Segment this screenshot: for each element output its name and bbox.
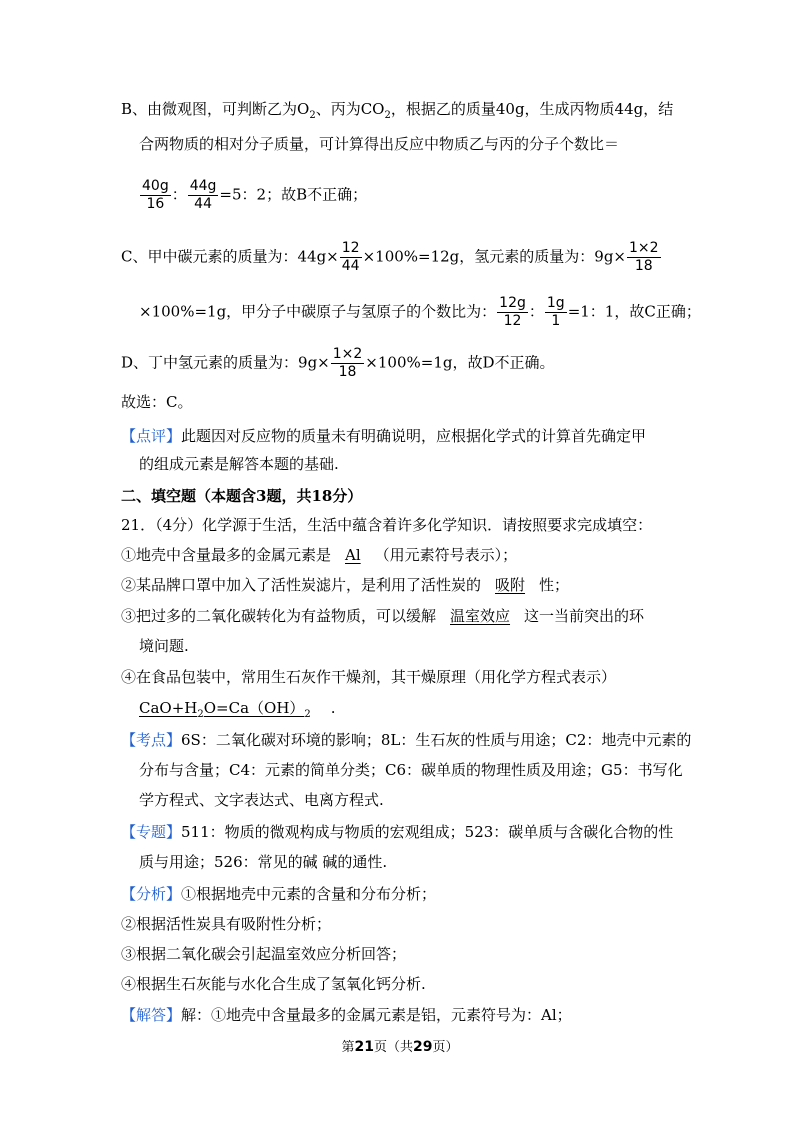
jieda-line-1: 【解答】解：①地壳中含量最多的金属元素是铝，元素符号为：Al； [121,1006,572,1024]
option-b-line-2: 合两物质的相对分子质量，可计算得出反应中物质乙与丙的分子个数比＝ [139,135,620,153]
question-21-item-3: ③把过多的二氧化碳转化为有益物质，可以缓解 温室效应 这一当前突出的环 [121,607,645,625]
review-tag: 【点评】 [121,427,182,445]
review-line-1: 【点评】此题因对反应物的质量未有明确说明，应根据化学式的计算首先确定甲 [121,427,647,445]
zhuanti-tag: 【专题】 [121,823,182,841]
page-footer: 第21页（共29页） [341,1039,459,1055]
question-21-stem: 21．（4分）化学源于生活，生活中蕴含着许多化学知识．请按照要求完成填空： [121,516,653,534]
question-21-item-4-answer: $CaO+H_2O=Ca(OH)_2$ . [139,699,336,720]
fraction: $\frac{44g}{44}$ [189,178,217,212]
zhuanti-line-2: 质与用途；526：常见的碱 碱的通性. [139,853,388,871]
zhuanti-line-1: 【专题】511：物质的微观构成与物质的宏观组成；523：碳单质与含碳化合物的性 [121,823,674,841]
fenxi-line-2: ②根据活性炭具有吸附性分析； [121,915,332,933]
question-21-item-1: ①地壳中含量最多的金属元素是 Al （用元素符号表示）； [121,546,518,564]
option-c-line-2: ×100%=1g，甲分子中碳原子与氢原子的个数比为： $\frac{12g}{12}$ ： $\frac{1g}{1}$ =1：1，故C正确； [139,295,701,329]
kaodian-line-3: 学方程式、文字表达式、电离方程式. [139,791,384,809]
fenxi-tag: 【分析】 [121,885,182,903]
question-21-item-4: ④在食品包装中，常用生石灰作干燥剂，其干燥原理（用化学方程式表示） [121,668,617,686]
fenxi-line-1: 【分析】①根据地壳中元素的含量和分布分析； [121,885,437,903]
answer-choice: 故选：C。 [121,393,193,411]
question-21-item-2: ②某品牌口罩中加入了活性炭滤片，是利用了活性炭的 吸附 性； [121,576,570,594]
option-b-line-1: B、由微观图，可判断乙为$O_2$、丙为$CO_2$，根据乙的质量40g，生成丙物质44g，结 [121,100,674,121]
fenxi-line-4: ④根据生石灰能与水化合生成了氢氧化钙分析. [121,975,426,993]
fenxi-line-3: ③根据二氧化碳会引起温室效应分析回答； [121,945,407,963]
subscript: 2 [309,110,316,121]
fraction: $\frac{1g}{1}$ [546,295,565,329]
option-c-line-1: C、甲中碳元素的质量为：44g× $\frac{12}{44}$ ×100%=12g，氢元素的质量为：9g× $\frac{1\times 2}{18}$ [121,240,659,274]
page-number: 21 [354,1039,374,1055]
section-heading: 二、填空题（本题含3题，共18分） [121,487,363,505]
total-pages: 29 [413,1039,433,1055]
equation-answer: $CaO+H_2O=Ca(OH)_2$ [139,699,311,720]
option-b-fraction-line: $\frac{40g}{16}$ ： $\frac{44g}{44}$ =5：2；故B不正确； [142,178,368,212]
kaodian-tag: 【考点】 [121,731,182,749]
jieda-tag: 【解答】 [121,1006,182,1024]
option-d-line: D、丁中氢元素的质量为：9g× $\frac{1\times 2}{18}$ ×100%=1g，故D不正确。 [121,346,555,380]
answer-blank: 吸附 [495,576,526,594]
answer-blank: 温室效应 [450,607,511,625]
question-21-item-3-cont: 境问题. [139,637,189,655]
fraction: $\frac{12g}{12}$ [499,295,526,329]
subscript: 2 [384,110,391,121]
kaodian-line-1: 【考点】6S：二氧化碳对环境的影响；8L：生石灰的性质与用途；C2：地壳中元素的 [121,731,692,749]
fraction: $\frac{1\times 2}{18}$ [629,240,659,274]
fraction: $\frac{1\times 2}{18}$ [332,346,363,380]
review-line-2: 的组成元素是解答本题的基础. [139,455,339,473]
kaodian-line-2: 分布与含量；C4：元素的简单分类；C6：碳单质的物理性质及用途；G5：书写化 [139,761,683,779]
fraction: $\frac{12}{44}$ [341,240,360,274]
answer-blank: Al [345,546,361,564]
fraction: $\frac{40g}{16}$ [142,178,169,212]
